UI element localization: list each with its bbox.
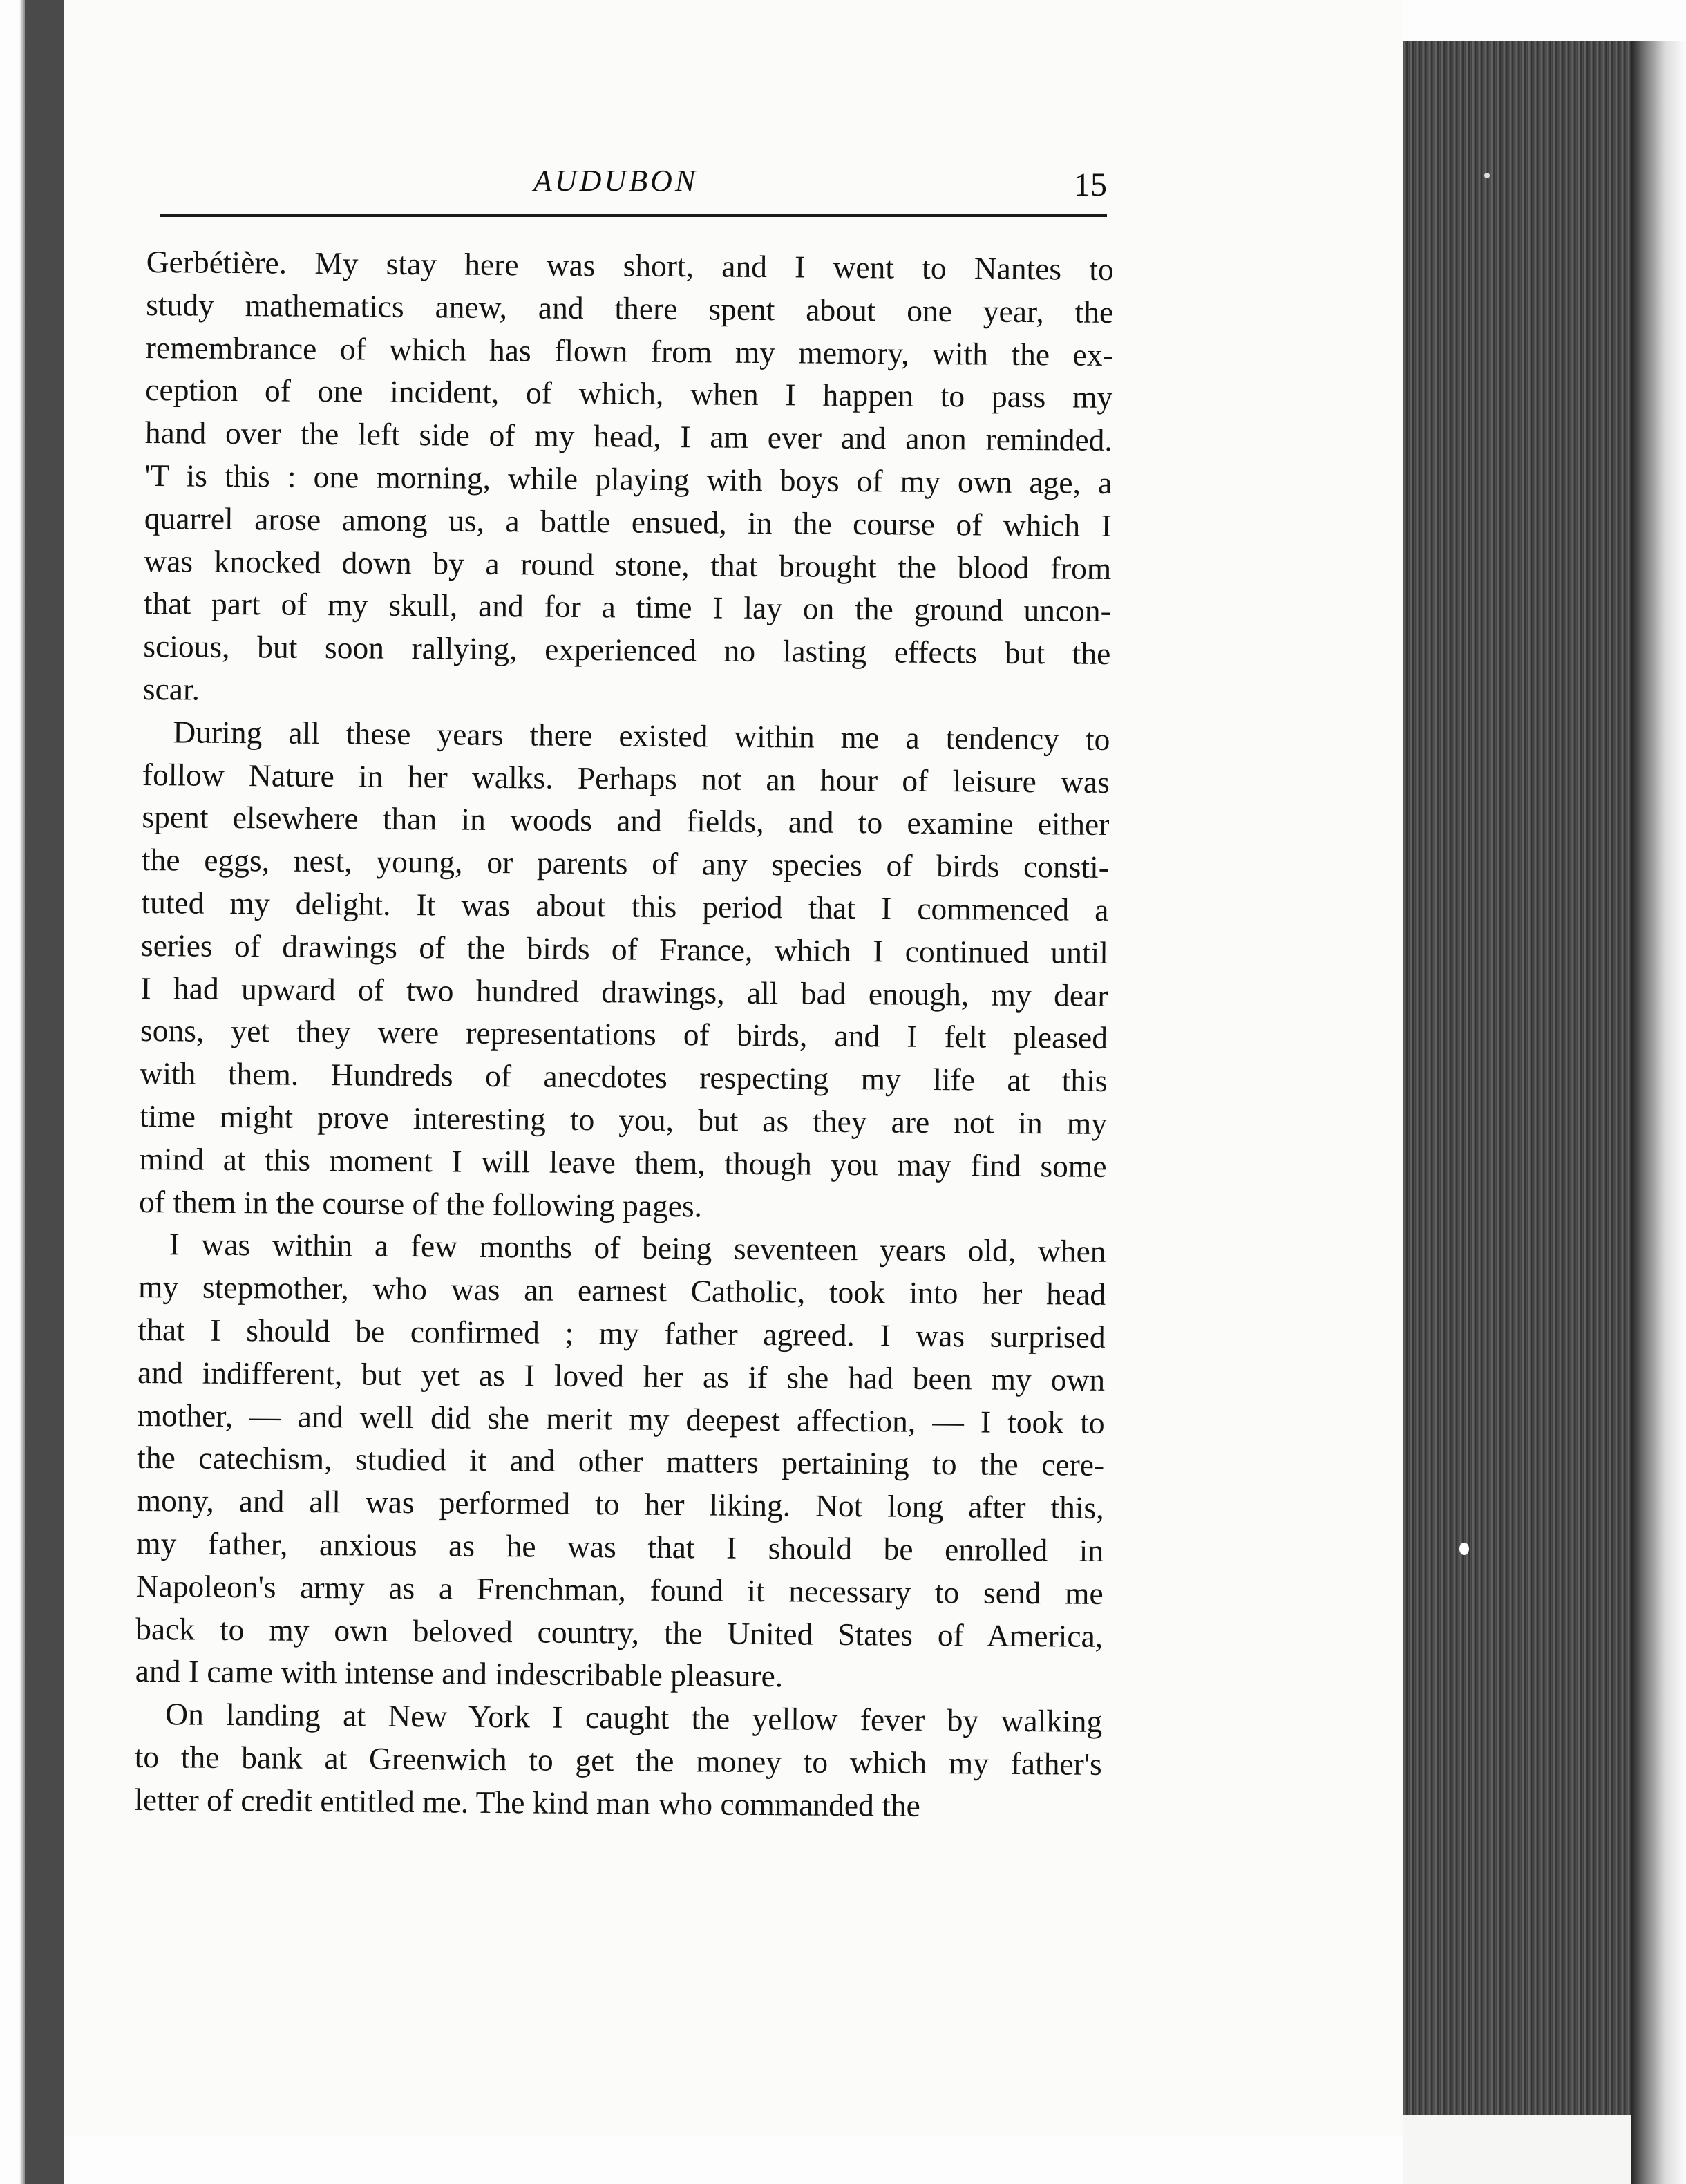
text-line: letter of credit entitled me. The kind man who commanded the (134, 1781, 921, 1823)
text-line: ception of one incident, of which, when I happen to pass my (145, 372, 1113, 415)
scan-margin-right (1631, 41, 1686, 2184)
text-line: scious, but soon rallying, experienced no lasting effects but the (143, 628, 1111, 672)
header-rule (160, 214, 1107, 217)
text-line: During all these years there existed within me a tendency to (173, 714, 1110, 757)
text-line: On landing at New York I caught the yellow fever by walking (165, 1696, 1103, 1740)
text-line: sons, yet they were representations of birds, and I felt pleased (140, 1013, 1108, 1056)
text-line: time might prove interesting to you, but as they are not in my (139, 1098, 1108, 1141)
text-line: was knocked down by a round stone, that brought the blood from (144, 543, 1112, 586)
paragraph (143, 241, 1114, 718)
book-page-edges (1403, 41, 1631, 2115)
text-line: follow Nature in her walks. Perhaps not an hour of leisure was (142, 756, 1110, 800)
text-line: Napoleon's army as a Frenchman, found it necessary to send me (135, 1568, 1104, 1611)
dust-speck (1459, 1543, 1469, 1555)
text-line: scar. (142, 670, 200, 707)
running-head: AUDUBON (533, 164, 699, 198)
text-line: series of drawings of the birds of France, which I continued until (140, 927, 1109, 970)
text-line: and indifferent, but yet as I loved her as if she had been my own (137, 1354, 1106, 1397)
paragraph (135, 1223, 1106, 1700)
text-line: back to my own beloved country, the United States of America, (135, 1610, 1104, 1654)
text-line: I was within a few months of being seventeen years old, when (169, 1226, 1106, 1270)
text-line: study mathematics anew, and there spent about one year, the (146, 286, 1114, 330)
text-line: the eggs, nest, young, or parents of any species of birds consti- (141, 842, 1110, 885)
text-line: to the bank at Greenwich to get the money to which my father's (134, 1738, 1102, 1782)
text-line: tuted my delight. It was about this period that I commenced a (141, 884, 1109, 928)
text-line: quarrel arose among us, a battle ensued, in the course of which I (144, 500, 1112, 543)
text-line: hand over the left side of my head, I am ever and anon reminded. (144, 415, 1112, 458)
text-line: that part of my skull, and for a time I lay on the ground uncon- (143, 585, 1112, 629)
text-line: my stepmother, who was an earnest Catholic, took into her head (138, 1269, 1106, 1312)
scan-margin-top (1403, 0, 1686, 41)
page-number: 15 (1074, 167, 1107, 203)
body-text (134, 241, 1114, 1828)
text-line: 'T is this : one morning, while playing with boys of my own age, a (144, 457, 1112, 500)
text-line: Gerbétière. My stay here was short, and I went to Nantes to (146, 243, 1114, 287)
paragraph (139, 710, 1110, 1231)
scan-margin-bottom (64, 2136, 1403, 2184)
text-line: I had upward of two hundred drawings, all bad enough, my dear (140, 970, 1108, 1013)
left-scan-border (0, 0, 64, 2184)
page-header (160, 158, 1107, 224)
text-line: and I came with intense and indescribable pleasure. (135, 1653, 784, 1694)
text-line: spent elsewhere than in woods and fields, and to examine either (142, 799, 1110, 842)
text-line: remembrance of which has flown from my memory, with the ex- (145, 329, 1113, 373)
paragraph (134, 1693, 1102, 1828)
text-line: my father, anxious as he was that I should be enrolled in (135, 1525, 1104, 1568)
text-line: with them. Hundreds of anecdotes respecting my life at this (140, 1055, 1108, 1099)
text-line: the catechism, studied it and other matters pertaining to the cere- (136, 1440, 1105, 1483)
text-line: mind at this moment I will leave them, though you may find some (139, 1140, 1107, 1184)
text-line: mother, — and well did she merit my deepest affection, — I took to (137, 1397, 1105, 1440)
dust-speck (1484, 173, 1490, 178)
text-line: of them in the course of the following pages. (138, 1183, 703, 1223)
book-gutter-shadow (25, 0, 64, 2184)
text-line: that I should be confirmed ; my father agreed. I was surprised (138, 1311, 1106, 1355)
text-line: mony, and all was performed to her liking. Not long after this, (136, 1482, 1104, 1526)
